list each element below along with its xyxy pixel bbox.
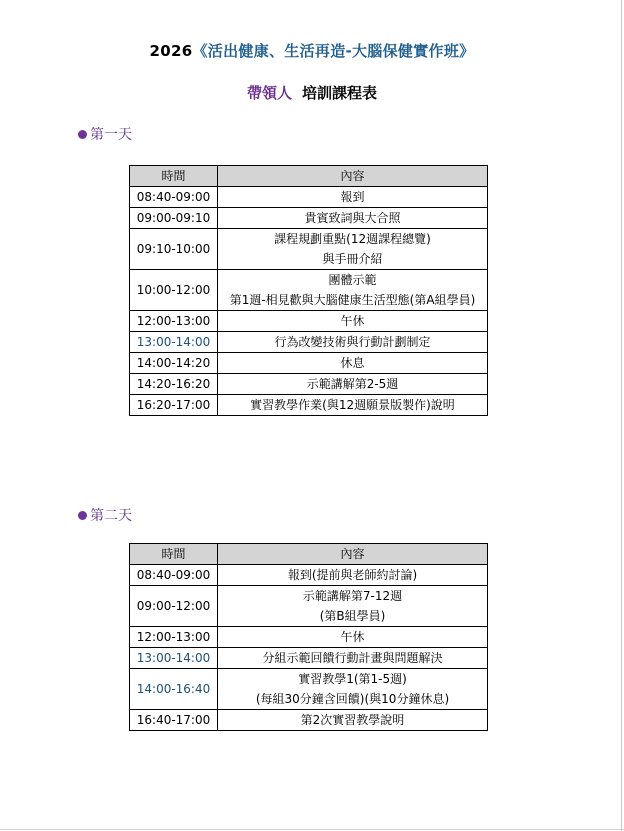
table-row <box>130 229 488 270</box>
table-row <box>130 270 488 311</box>
content-cell: 實習教學作業(與12週願景版製作)說明 <box>218 395 488 416</box>
time-cell: 13:00-14:00 <box>130 648 218 669</box>
table-header-row <box>130 166 488 187</box>
content-cell: 午休 <box>218 311 488 332</box>
title-year: 2026 <box>149 42 193 60</box>
content-line: (第B組學員) <box>319 609 386 623</box>
time-cell: 10:00-12:00 <box>130 270 218 311</box>
content-cell <box>218 229 488 270</box>
col-header-content: 內容 <box>218 166 488 187</box>
time-cell: 13:00-14:00 <box>130 332 218 353</box>
bullet-icon <box>78 511 87 520</box>
col-header-time: 時間 <box>130 166 218 187</box>
content-line: 課程規劃重點(12週課程總覽) <box>274 232 431 246</box>
bullet-icon <box>78 130 87 139</box>
time-cell: 14:00-16:40 <box>130 669 218 710</box>
time-cell: 08:40-09:00 <box>130 565 218 586</box>
page-bottom-border <box>0 829 624 830</box>
day2-heading-text: 第二天 <box>90 508 132 524</box>
time-cell: 16:40-17:00 <box>130 710 218 731</box>
table-row <box>130 374 488 395</box>
leader-label: 帶領人 <box>246 84 292 102</box>
table-row <box>130 187 488 208</box>
content-line: 第1週-相見歡與大腦健康生活型態(第A組學員) <box>229 293 476 307</box>
time-cell: 08:40-09:00 <box>130 187 218 208</box>
content-cell: 午休 <box>218 627 488 648</box>
content-cell: 休息 <box>218 353 488 374</box>
table-row <box>130 627 488 648</box>
time-cell: 12:00-13:00 <box>130 311 218 332</box>
content-cell: 報到 <box>218 187 488 208</box>
table-row <box>130 208 488 229</box>
content-cell <box>218 586 488 627</box>
content-line: 示範講解第7-12週 <box>302 589 403 603</box>
time-cell: 14:20-16:20 <box>130 374 218 395</box>
time-cell: 09:00-09:10 <box>130 208 218 229</box>
schedule-label: 培訓課程表 <box>302 84 378 102</box>
document-title <box>0 40 624 61</box>
content-line: (每組30分鐘含回饋)(與10分鐘休息) <box>255 692 450 706</box>
col-header-content: 內容 <box>218 544 488 565</box>
table-row <box>130 332 488 353</box>
time-cell: 14:00-14:20 <box>130 353 218 374</box>
col-header-time: 時間 <box>130 544 218 565</box>
content-cell: 行為改變技術與行動計劃制定 <box>218 332 488 353</box>
content-line: 實習教學1(第1-5週) <box>298 672 407 686</box>
time-cell: 12:00-13:00 <box>130 627 218 648</box>
time-cell: 16:20-17:00 <box>130 395 218 416</box>
page-right-border <box>621 0 622 831</box>
table-row <box>130 311 488 332</box>
time-cell: 09:10-10:00 <box>130 229 218 270</box>
day1-schedule-table <box>129 165 488 416</box>
content-cell: 報到(提前與老師約討論) <box>218 565 488 586</box>
content-cell: 第2次實習教學說明 <box>218 710 488 731</box>
content-line: 團體示範 <box>328 273 377 287</box>
time-cell: 09:00-12:00 <box>130 586 218 627</box>
table-row <box>130 669 488 710</box>
day1-heading-text: 第一天 <box>90 127 132 143</box>
title-course-name: 《活出健康、生活再造-大腦保健實作班》 <box>192 42 475 60</box>
content-cell: 分組示範回饋行動計畫與問題解決 <box>218 648 488 669</box>
table-row <box>130 586 488 627</box>
table-row <box>130 353 488 374</box>
table-row <box>130 648 488 669</box>
table-row <box>130 710 488 731</box>
table-row <box>130 395 488 416</box>
content-cell: 示範講解第2-5週 <box>218 374 488 395</box>
content-cell <box>218 669 488 710</box>
day1-heading <box>78 124 132 144</box>
document-subtitle <box>0 82 624 103</box>
content-line: 與手冊介紹 <box>322 252 383 266</box>
day2-heading <box>78 505 132 525</box>
day2-schedule-table <box>129 543 488 731</box>
table-row <box>130 565 488 586</box>
table-header-row <box>130 544 488 565</box>
content-cell <box>218 270 488 311</box>
content-cell: 貴賓致詞與大合照 <box>218 208 488 229</box>
